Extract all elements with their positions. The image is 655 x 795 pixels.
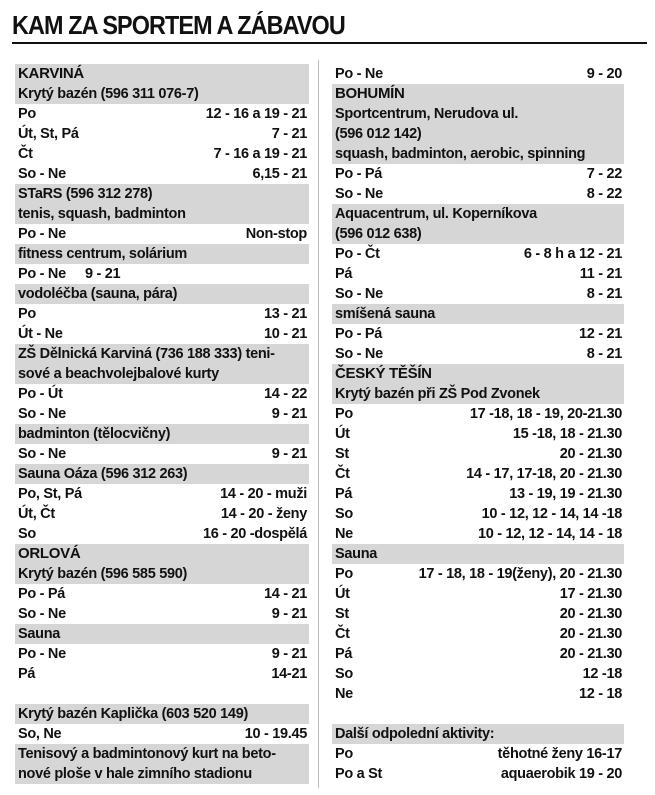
schedule-row bbox=[332, 324, 624, 344]
heading-text: Krytý bazén při ZŠ Pod Zvonek bbox=[335, 386, 540, 402]
schedule-days: St bbox=[335, 446, 349, 462]
schedule-row bbox=[332, 564, 624, 584]
schedule-row bbox=[332, 684, 624, 704]
schedule-hours: 13 - 21 bbox=[263, 306, 307, 322]
schedule-row bbox=[332, 264, 624, 284]
heading-text: ZŠ Dělnická Karviná (736 188 333) teni- bbox=[18, 346, 275, 362]
schedule-row bbox=[332, 464, 624, 484]
schedule-hours: 12 - 16 a 19 - 21 bbox=[205, 106, 307, 122]
venue-heading bbox=[15, 84, 309, 104]
heading-text: squash, badminton, aerobic, spinning bbox=[335, 146, 586, 162]
schedule-row bbox=[15, 584, 309, 604]
venue-heading bbox=[332, 104, 624, 124]
schedule-hours: 10 - 21 bbox=[263, 326, 307, 342]
schedule-days: So - Ne bbox=[18, 166, 66, 182]
heading-text: nové ploše v hale zimního stadionu bbox=[18, 766, 252, 782]
venue-heading bbox=[15, 184, 309, 204]
schedule-hours: 8 - 21 bbox=[586, 346, 622, 362]
schedule-row bbox=[15, 304, 309, 324]
heading-text: sové a beachvolejbalové kurty bbox=[18, 366, 219, 382]
schedule-hours: 13 - 19, 19 - 21.30 bbox=[509, 486, 622, 502]
schedule-hours: 9 - 21 bbox=[271, 646, 307, 662]
venue-heading bbox=[15, 624, 309, 644]
spacer bbox=[332, 704, 624, 724]
schedule-days: Po - Ne bbox=[18, 646, 66, 662]
schedule-days: Út bbox=[335, 426, 350, 442]
schedule-days: So - Ne bbox=[335, 186, 383, 202]
schedule-row bbox=[15, 644, 309, 664]
venue-heading bbox=[332, 724, 624, 744]
schedule-hours: 10 - 12, 12 - 14, 14 -18 bbox=[481, 506, 622, 522]
schedule-hours: 20 - 21.30 bbox=[559, 646, 622, 662]
column-divider bbox=[318, 60, 319, 788]
schedule-days: Po bbox=[18, 106, 36, 122]
schedule-days: So bbox=[18, 526, 36, 542]
schedule-hours: 7 - 21 bbox=[271, 126, 307, 142]
venue-heading bbox=[15, 284, 309, 304]
city-heading bbox=[15, 64, 309, 84]
schedule-row bbox=[15, 604, 309, 624]
schedule-row bbox=[15, 264, 309, 284]
schedule-row bbox=[15, 664, 309, 684]
venue-heading bbox=[332, 544, 624, 564]
schedule-days: Út bbox=[335, 586, 350, 602]
schedule-days: Pá bbox=[335, 486, 353, 502]
schedule-days: So - Ne bbox=[18, 406, 66, 422]
schedule-row bbox=[332, 244, 624, 264]
city-heading bbox=[332, 364, 624, 384]
heading-text: Sauna bbox=[18, 626, 61, 642]
heading-text: badminton (tělocvičny) bbox=[18, 426, 171, 442]
schedule-days: So, Ne bbox=[18, 726, 62, 742]
page-title-bar bbox=[12, 10, 647, 44]
schedule-row bbox=[15, 384, 309, 404]
schedule-hours: 7 - 16 a 19 - 21 bbox=[213, 146, 307, 162]
schedule-row bbox=[15, 404, 309, 424]
schedule-hours: 14 - 21 bbox=[263, 586, 307, 602]
schedule-row bbox=[332, 764, 624, 784]
schedule-hours: 12 - 21 bbox=[578, 326, 622, 342]
schedule-row bbox=[332, 644, 624, 664]
schedule-hours: 14-21 bbox=[271, 666, 307, 682]
heading-text: (596 012 638) bbox=[335, 226, 422, 242]
schedule-hours: 14 - 17, 17-18, 20 - 21.30 bbox=[466, 466, 622, 482]
schedule-row bbox=[332, 404, 624, 424]
venue-heading bbox=[332, 144, 624, 164]
heading-text: Krytý bazén (596 585 590) bbox=[18, 566, 188, 582]
schedule-hours: 8 - 21 bbox=[586, 286, 622, 302]
schedule-days: Pá bbox=[335, 266, 353, 282]
schedule-hours: 9 - 21 bbox=[271, 406, 307, 422]
heading-text: vodoléčba (sauna, pára) bbox=[18, 286, 178, 302]
schedule-hours: 20 - 21.30 bbox=[559, 626, 622, 642]
schedule-days: Pá bbox=[335, 646, 353, 662]
venue-heading bbox=[15, 564, 309, 584]
schedule-days: Po - Pá bbox=[335, 326, 383, 342]
schedule-hours: 9 - 21 bbox=[271, 606, 307, 622]
heading-text: Další odpolední aktivity: bbox=[335, 726, 495, 742]
schedule-row bbox=[15, 224, 309, 244]
venue-heading bbox=[332, 384, 624, 404]
schedule-days: Po a St bbox=[335, 766, 383, 782]
schedule-hours: 10 - 12, 12 - 14, 14 - 18 bbox=[477, 526, 622, 542]
heading-text: Aquacentrum, ul. Koperníkova bbox=[335, 206, 537, 222]
schedule-row bbox=[15, 444, 309, 464]
heading-text: ČESKÝ TĚŠÍN bbox=[335, 365, 432, 382]
schedule-days: Po, St, Pá bbox=[18, 486, 82, 502]
schedule-days: So bbox=[335, 666, 353, 682]
schedule-hours: 17 - 18, 18 - 19(ženy), 20 - 21.30 bbox=[418, 566, 622, 582]
venue-heading bbox=[15, 244, 309, 264]
schedule-hours: 16 - 20 -dospělá bbox=[203, 526, 307, 542]
schedule-days: Po - Pá bbox=[18, 586, 66, 602]
spacer bbox=[15, 684, 309, 704]
schedule-hours: 10 - 19.45 bbox=[244, 726, 307, 742]
schedule-days: Po - Út bbox=[18, 386, 63, 402]
schedule-days: Čt bbox=[18, 146, 33, 162]
heading-text: Sauna Oáza (596 312 263) bbox=[18, 466, 188, 482]
schedule-hours: 12 -18 bbox=[582, 666, 622, 682]
venue-heading bbox=[332, 124, 624, 144]
schedule-hours: 7 - 22 bbox=[586, 166, 622, 182]
schedule-row bbox=[15, 164, 309, 184]
venue-heading bbox=[15, 364, 309, 384]
schedule-row bbox=[332, 604, 624, 624]
schedule-row bbox=[332, 504, 624, 524]
schedule-row bbox=[332, 664, 624, 684]
schedule-row bbox=[332, 184, 624, 204]
schedule-days: St bbox=[335, 606, 349, 622]
schedule-days: Po - Čt bbox=[335, 246, 380, 262]
heading-text: tenis, squash, badminton bbox=[18, 206, 186, 222]
venue-heading bbox=[15, 424, 309, 444]
schedule-days: Po - Ne bbox=[335, 66, 383, 82]
venue-heading bbox=[332, 224, 624, 244]
schedule-row bbox=[332, 344, 624, 364]
schedule-row bbox=[15, 144, 309, 164]
page-title: KAM ZA SPORTEM A ZÁBAVOU bbox=[12, 10, 345, 40]
schedule-days: So - Ne bbox=[335, 286, 383, 302]
venue-heading bbox=[15, 464, 309, 484]
schedule-row bbox=[15, 524, 309, 544]
heading-text: Tenisový a badmintonový kurt na beto- bbox=[18, 746, 276, 762]
schedule-days: Po bbox=[335, 406, 353, 422]
schedule-row bbox=[332, 284, 624, 304]
schedule-days: So - Ne bbox=[18, 446, 66, 462]
schedule-days: Čt bbox=[335, 466, 350, 482]
venue-heading bbox=[15, 704, 309, 724]
schedule-row bbox=[332, 624, 624, 644]
schedule-row bbox=[332, 484, 624, 504]
schedule-days: Po - Pá bbox=[335, 166, 383, 182]
schedule-row bbox=[332, 524, 624, 544]
schedule-days: Ne bbox=[335, 686, 353, 702]
schedule-hours: 20 - 21.30 bbox=[559, 606, 622, 622]
heading-text: STaRS (596 312 278) bbox=[18, 186, 153, 202]
schedule-hours: 11 - 21 bbox=[579, 266, 622, 282]
schedule-hours: 15 -18, 18 - 21.30 bbox=[512, 426, 622, 442]
schedule-hours: 17 - 21.30 bbox=[559, 586, 622, 602]
schedule-hours: 14 - 20 - ženy bbox=[220, 506, 307, 522]
schedule-row bbox=[332, 64, 624, 84]
schedule-days: Po bbox=[335, 566, 353, 582]
schedule-row bbox=[15, 504, 309, 524]
venue-heading bbox=[332, 204, 624, 224]
schedule-hours: 14 - 22 bbox=[263, 386, 307, 402]
schedule-hours: 9 - 20 bbox=[586, 66, 622, 82]
schedule-hours: 8 - 22 bbox=[586, 186, 622, 202]
schedule-row bbox=[15, 484, 309, 504]
heading-text: fitness centrum, solárium bbox=[18, 246, 187, 262]
venue-heading bbox=[15, 344, 309, 364]
schedule-hours: 6,15 - 21 bbox=[252, 166, 307, 182]
schedule-hours: 9 - 21 bbox=[85, 266, 121, 282]
heading-text: smíšená sauna bbox=[335, 306, 436, 322]
heading-text: KARVINÁ bbox=[18, 65, 84, 82]
heading-text: BOHUMÍN bbox=[335, 85, 405, 102]
schedule-days: Ne bbox=[335, 526, 353, 542]
schedule-days: So - Ne bbox=[18, 606, 66, 622]
schedule-days: Út - Ne bbox=[18, 326, 63, 342]
heading-text: Krytý bazén Kaplička (603 520 149) bbox=[18, 706, 248, 722]
schedule-days: So - Ne bbox=[335, 346, 383, 362]
schedule-hours: 9 - 21 bbox=[271, 446, 307, 462]
schedule-days: Pá bbox=[18, 666, 36, 682]
schedule-row bbox=[332, 744, 624, 764]
left-column bbox=[15, 64, 309, 784]
schedule-days: Út, Čt bbox=[18, 506, 55, 522]
schedule-hours: těhotné ženy 16-17 bbox=[497, 746, 622, 762]
schedule-hours: 6 - 8 h a 12 - 21 bbox=[523, 246, 622, 262]
venue-heading bbox=[15, 744, 309, 764]
schedule-hours: 20 - 21.30 bbox=[559, 446, 622, 462]
schedule-hours: 14 - 20 - muži bbox=[220, 486, 307, 502]
schedule-hours: Non-stop bbox=[245, 226, 307, 242]
schedule-days: Po - Ne bbox=[18, 266, 66, 282]
heading-text: Sauna bbox=[335, 546, 378, 562]
schedule-row bbox=[332, 164, 624, 184]
venue-heading bbox=[332, 304, 624, 324]
venue-heading bbox=[15, 204, 309, 224]
schedule-row bbox=[332, 424, 624, 444]
schedule-hours: 17 -18, 18 - 19, 20-21.30 bbox=[469, 406, 622, 422]
schedule-row bbox=[15, 724, 309, 744]
city-heading bbox=[332, 84, 624, 104]
heading-text: ORLOVÁ bbox=[18, 545, 81, 562]
schedule-hours: 12 - 18 bbox=[578, 686, 622, 702]
heading-text: (596 012 142) bbox=[335, 126, 422, 142]
schedule-row bbox=[332, 444, 624, 464]
schedule-days: So bbox=[335, 506, 353, 522]
city-heading bbox=[15, 544, 309, 564]
schedule-days: Po - Ne bbox=[18, 226, 66, 242]
schedule-row bbox=[15, 324, 309, 344]
heading-text: Krytý bazén (596 311 076-7) bbox=[18, 86, 199, 102]
schedule-days: Čt bbox=[335, 626, 350, 642]
schedule-row bbox=[332, 584, 624, 604]
schedule-days: Po bbox=[335, 746, 353, 762]
right-column bbox=[332, 64, 624, 784]
schedule-row bbox=[15, 104, 309, 124]
schedule-row bbox=[15, 124, 309, 144]
heading-text: Sportcentrum, Nerudova ul. bbox=[335, 106, 519, 122]
schedule-hours: aquaerobik 19 - 20 bbox=[500, 766, 622, 782]
schedule-days: Po bbox=[18, 306, 36, 322]
schedule-days: Út, St, Pá bbox=[18, 126, 79, 142]
venue-heading bbox=[15, 764, 309, 784]
